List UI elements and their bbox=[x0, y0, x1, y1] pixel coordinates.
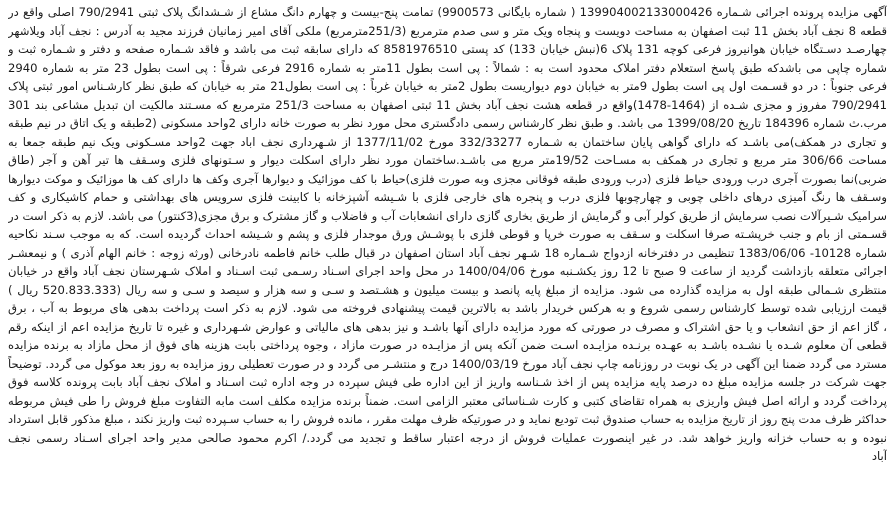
notice-line: چهارصـد دسـتگاه خیابان هوانیروز فرعی کوچه 131 پلاک 6(نبش خیابان 133) کد پستی 8581976510 که دارای سابقه ثبت می باشد و فاقد شـماره صفحه و دفتر و شـماره ثبت و bbox=[8, 42, 887, 56]
notice-line: قطعه 8 نجف آباد بخش 11 ثبت اصفهان به مساحت دویست و پنجاه ویک متر و سی صدم مترمربع (251/3مترمربع) ملکی آقای امیر زمانیان فرزند مجید به آدرس : نجف آباد ویلاشهر bbox=[8, 23, 887, 38]
notice-line: سرامیک شـیرآلات نصب سرمایش از طریق کولر آبی و گرمایش از طریق بخاری گازی دارای انشعابات آب و فاضلاب و گاز مشترک و برق مجزی(3کنتور) می باشد. لازم به ذکر است در bbox=[8, 208, 887, 223]
notice-line: جهت شرکت در جلسه مزایده مبلغ ده درصد پایه مزایده پس از اخذ شـناسه واریز از این اداره طی فیش سپرده در وجه اداره ثبت اسـناد و املاک نجف آباد بابت پرونده کلاسه فوق bbox=[8, 375, 887, 389]
notice-line: و تجاری در همکف)می باشـد که دارای گواهی پایان ساختمان به شـماره 332/33277 مورخ 1377/11/02 از شـهرداری نجف اباد جهت 2واحد مسـکونی ویک نیم طبقه جمعا به bbox=[8, 134, 887, 149]
notice-line: مرب.ث شماره 184396 تاریخ 1399/08/20 می باشد. و طبق نظر کارشناس رسمی دادگستری محل مورد نظر به صورت خانه دارای 2واحد مسکونی (2طبقه و یک اتاق در نیم طبقه bbox=[8, 116, 887, 130]
notice-line: قیمت ارزیابی شده توسط کارشناس رسمی شروع و به هرکس خریدار باشد به بالاترین قیمت پیشنهادی فروخته می شود. لازم به ذکر است پرداخت بدهی های مربوط به آب ، برق bbox=[8, 301, 887, 315]
notice-line: شماره 10128- 1383/06/06 تنظیمی در دفترخانه ازدواج شـماره 18 شـهر نجف آباد استان اصفهان در قبال طلب خانم فاطمه نادرخانی (ورثه زوجه : خانم الهام آذری ) و نیمعشـر bbox=[8, 245, 887, 260]
notice-line: فرعی جنوباً : در دو قسـمت اول پی است بطول 9متر به خیابان دوم دیواریست بطول 2متر به خیابان غرباً : پی است بطول21 متر به خیابان که طبق نظر کارشـناس امور ثبتی پلاک bbox=[8, 79, 887, 93]
notice-line: پرداخت گردد و ارائه اصل فیش واریزی به همراه تقاضای کتبی و کارت شـناسائی معتبر الزامی است. ضمناً برنده مزایده مکلف است مابه التفاوت مبلغ فروش را طی فیش مربوطه bbox=[8, 393, 887, 408]
notice-line: ضربی)نما بصورت آجری درب ورودی حیاط فلزی (درب ورودی طبقه فوقانی مجزی وبه صورت فلزی)حیاط با کف موزائیک و دیوارها آجری وکف ها دارای کف ها موزائیک و موکت دیوارها bbox=[8, 171, 887, 186]
notice-line: مساحت 306/66 متر مربع و تجاری در همکف به مسـاحت 19/52متر مربع می باشـد.ساختمان مورد نظر دارای اسکلت دیوار و سـتونهای فلزی وسـقف ها تیر آهن و آجر (طاق bbox=[8, 153, 887, 167]
notice-line: شماره چاپی می باشدکه طبق پاسخ استعلام دفتر املاک محدود است به : شمالاً : پی است بطول 11متر به شماره 2916 فرعی شرقاً : پی است بطول 23 متر به شماره 2940 bbox=[8, 60, 887, 75]
notice-line: نبوده و به حساب خزانه واریز خواهد شد. در غیر اینصورت عملیات فروش از درجه اعتبار ساقط و تجدید می گردد./ اکرم محمود صالحی مدیر واحد اجرای اسـناد رسمی نجف bbox=[8, 430, 887, 445]
notice-line: اجرائی متعلقه بازداشت گردید از ساعت 9 صبح تا 12 روز یکشـنبه مورخ 1400/04/06 در محل واحد اجرای اسـناد رسـمی ثبت اسـناد و املاک شـهرستان نجف آباد واقع در خیابان bbox=[8, 264, 887, 278]
notice-line: قطعی آن معلوم شـده یا نشـده باشـد به عهـده برنـده مزایـده اسـت ضمن آنکه پس از مزایـده در صورت مازاد ، وجوه پرداختی بابت هزینه های فوق از محل مازاد به برنده مزایده bbox=[8, 338, 887, 352]
notice-line: آباد bbox=[871, 449, 887, 463]
notice-line: وسـقف ها رنگ آمیزی درهای داخلی چوبی و چهارچوبها فلزی درب و پنجره های خارجی فلزی با شـیشه آشپزخانه با کابینت فلزی سرویس های بهداشتی و حمام کاشیکاری و کف bbox=[8, 190, 887, 204]
notice-line: مسترد می گردد ضمنا این آگهی در یک نوبت در روزنامه چاپ نجف آباد مورخ 1400/03/19 درج و منتشـر می گردد و در صورت تعطیلی روز مزایده به روز بعد موکول می گردد. توضیحاً bbox=[8, 356, 887, 371]
notice-line: آگهی مزایده پرونده اجرائی شـماره 139904002133000426 ( شماره بایگانی 9900573) تمامت پنج-بیست و چهارم دانگ مشاع از شـشدانگ پلاک ثبتی 790/2941 اصلی واقع در bbox=[8, 5, 887, 19]
notice-line: ، گاز اعم از حق انشعاب و یا حق اشتراک و مصرف در صورتی که مورد مزایده دارای آنها باشـد و نیز بدهی های مالیاتی و عوارض شـهرداری و غیره تا تاریخ مزایده اعم از اینکه رقم bbox=[8, 319, 887, 334]
notice-line: قسـمتی از بام و جنب خرپشـته صرفا اسکلت و سـقف به صورت خرپا و قوطی فلزی با پوشـش ورق موجدار فلزی و پشم و شـیشه احداث گردیده است. که به موجب سـند نکاحیه bbox=[8, 227, 887, 241]
notice-line: 790/2941 مفروز و مجزی شـده از (1464-1478)واقع در قطعه هشت نجف آباد بخش 11 ثبتی اصفهان به مساحت 251/3 مترمربع که مسـتند مالکیت ان تبدیل مشاعی بند 301 bbox=[8, 97, 887, 112]
notice-line: حداکثر ظرف مدت پنج روز از تاریخ مزایده به حساب صندوق ثبت تودیع نماید و در صورتیکه ظرف مهلت مقرر ، مانده فروش را به حساب سـپرده ثبت واریز نکند ، مبلغ مذکور قابل استرداد bbox=[8, 412, 887, 426]
notice-line: منتظری شـمالی طبقه اول به مزایده گذارده می شود. مزایده از مبلغ پایه پانصد و بیست میلیون و هشـتصد و سـی و سه هزار و سیصد و سـی و سه ریال (520.833.333 ریال ) bbox=[8, 282, 887, 297]
